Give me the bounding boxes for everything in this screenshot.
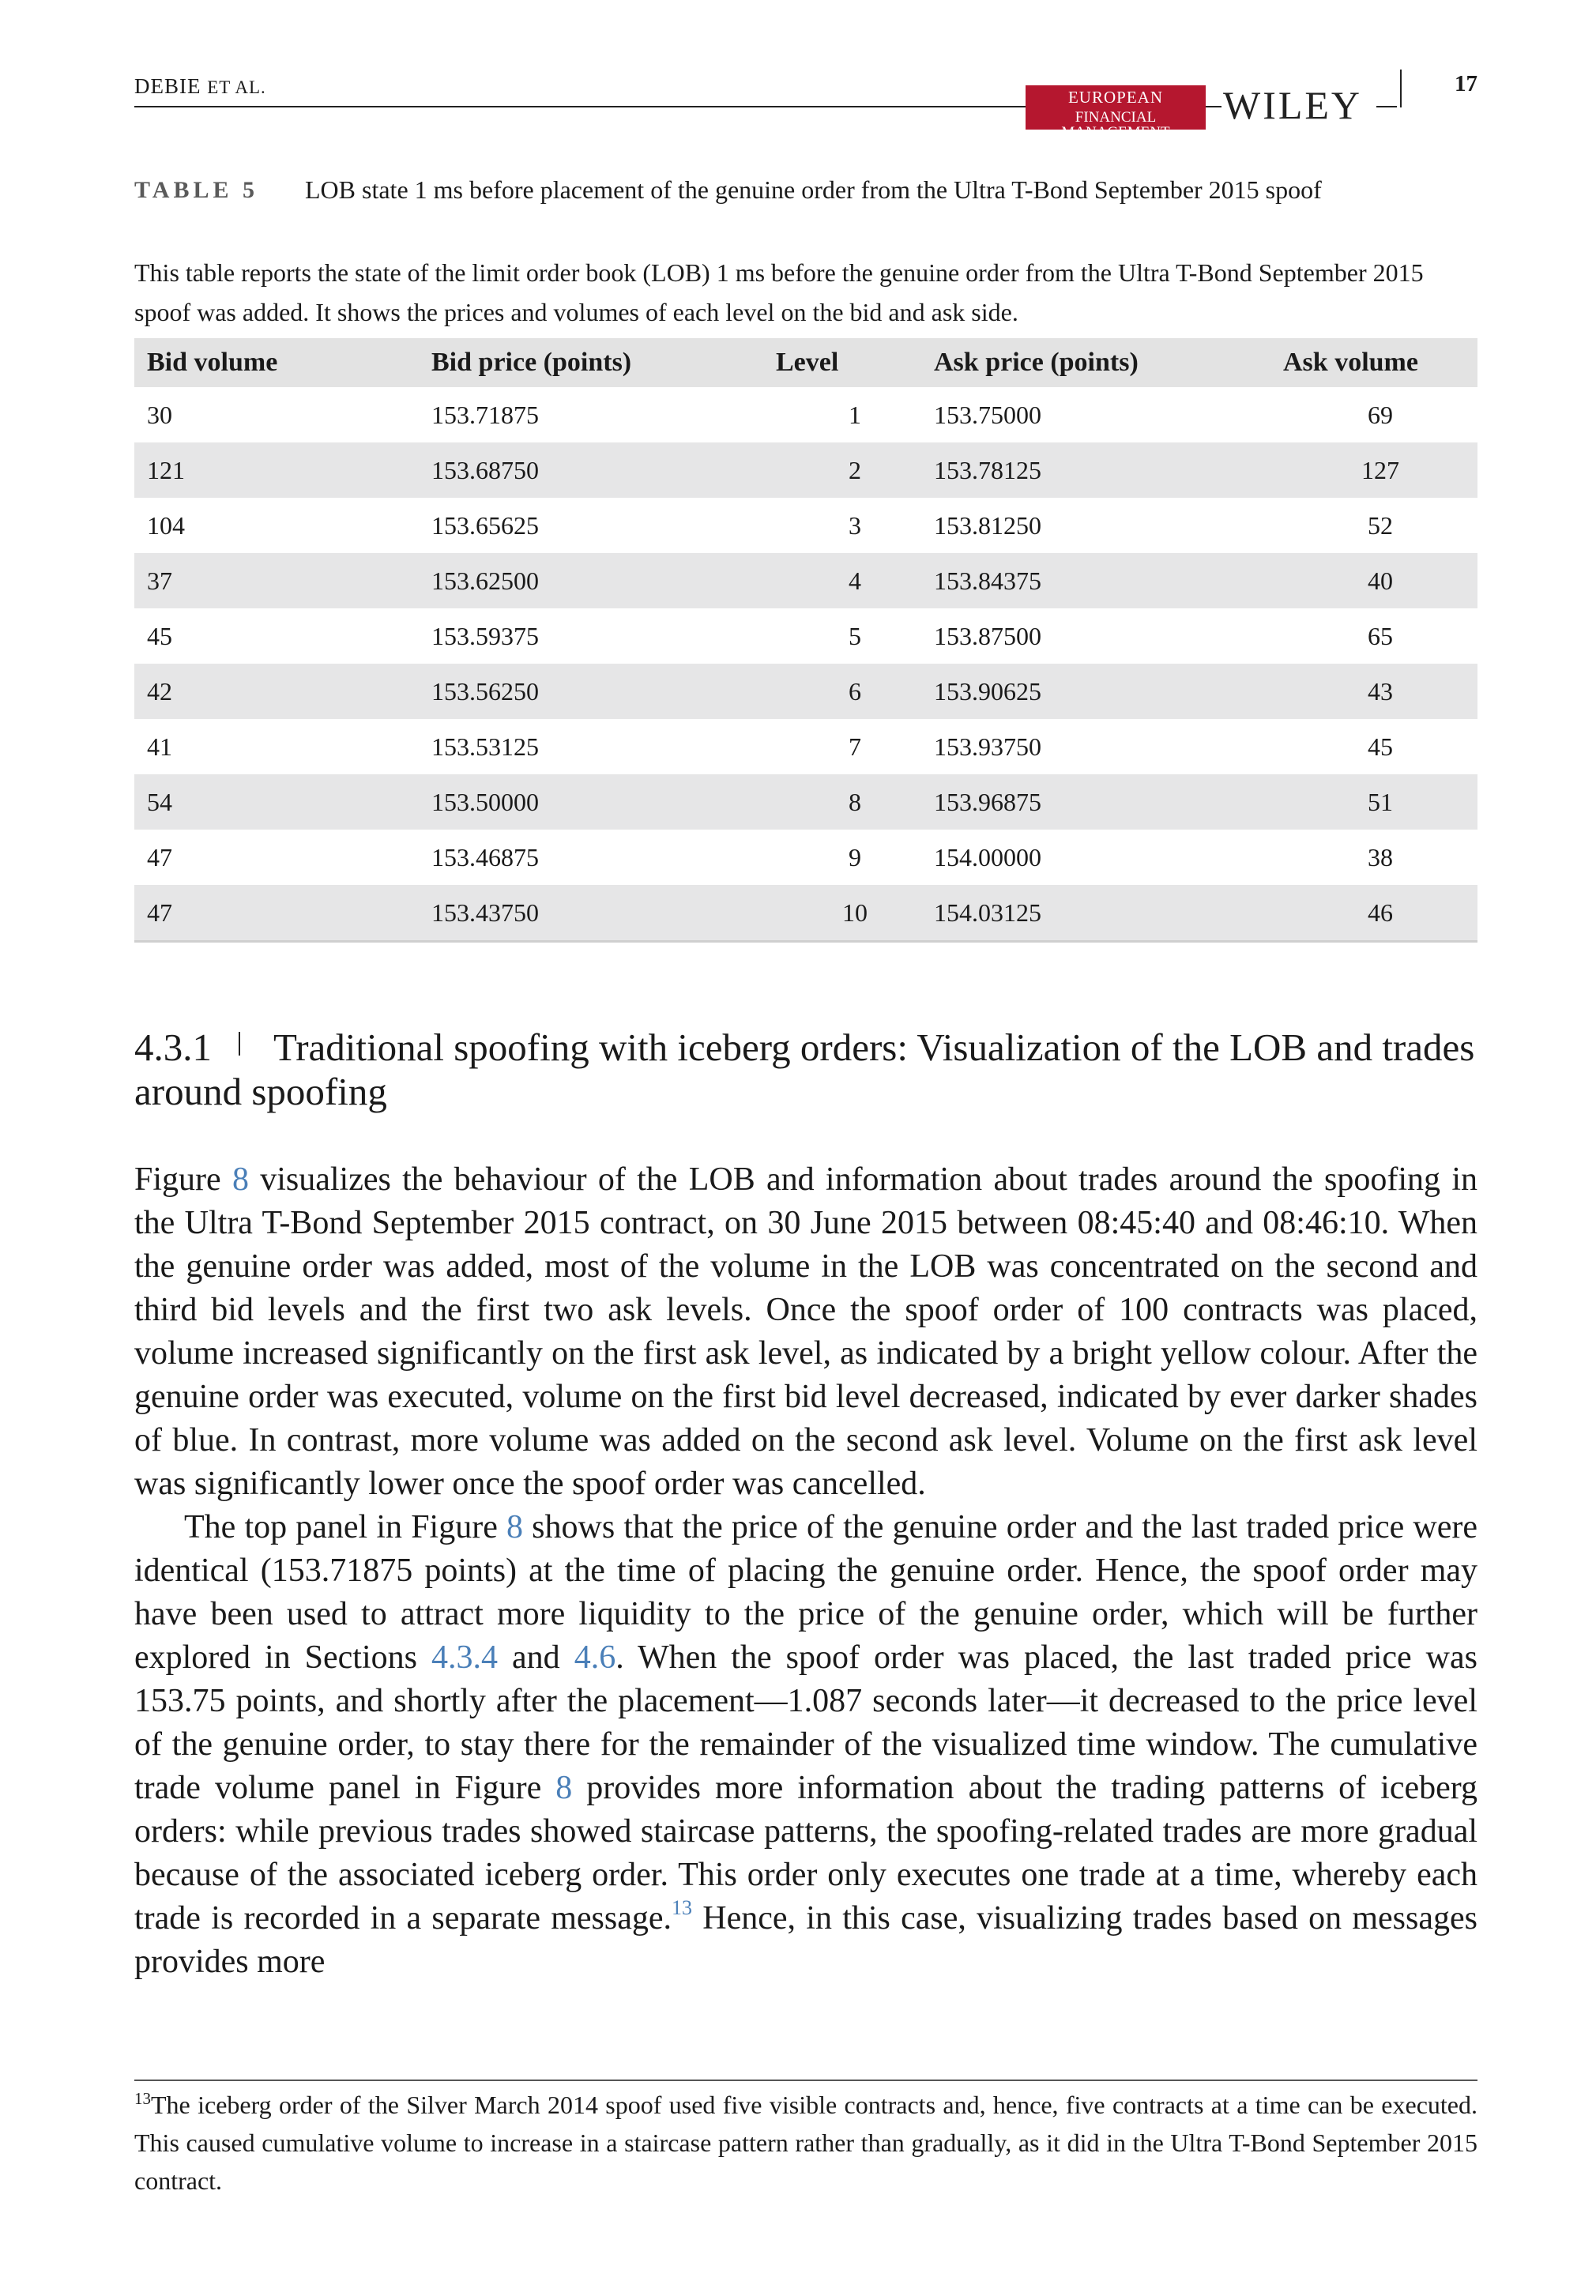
bid-volume-cell: 47 (147, 842, 172, 871)
level-cell: 5 (849, 621, 861, 650)
ask-price-cell: 154.03125 (934, 885, 1283, 942)
journal-name-line1: EUROPEAN (1067, 88, 1163, 107)
level-cell: 1 (849, 400, 861, 429)
bid-price-cell: 153.46875 (431, 842, 539, 871)
ask-volume-cell: 45 (1368, 732, 1393, 761)
table-header-row (134, 338, 1477, 387)
text-run: shows that the price of the genuine order and the last traded price were identical (153.71875 points) at the time of placing the genuine order. Hence, the spoof order may have been used to attract more liquidity to the price of the genuine order, which will be further explored in Sections (134, 1509, 1477, 1676)
column-header: Bid volume (134, 338, 431, 387)
level-cell: 7 (849, 732, 861, 761)
journal-logo (1026, 85, 1206, 141)
bid-volume-cell: 37 (134, 553, 431, 608)
level-cell: 8 (776, 774, 934, 830)
bid-volume-cell: 42 (134, 664, 431, 719)
section-link[interactable]: 4.3.4 (431, 1639, 499, 1676)
table-description: This table reports the state of the limit order book (LOB) 1 ms before the genuine order from the Ultra T-Bond September 2015 spoof was added. It shows the prices and volumes of each level on the bid and ask side. (134, 258, 1424, 326)
ask-volume-cell: 51 (1283, 774, 1477, 830)
figure-link[interactable]: 8 (231, 1161, 249, 1198)
footnote-link[interactable]: 13 (672, 1896, 693, 1919)
bid-price-cell: 153.53125 (431, 732, 539, 761)
journal-name-line2: FINANCIAL MANAGEMENT (1061, 109, 1170, 141)
ask-price-cell: 153.90625 (934, 664, 1283, 719)
ask-price-cell: 154.00000 (934, 842, 1041, 871)
column-header: Ask volume (1283, 338, 1477, 387)
bid-volume-cell: 45 (147, 621, 172, 650)
page-number: 17 (1455, 71, 1477, 96)
figure-link[interactable]: 8 (555, 1770, 573, 1806)
ask-price-cell: 153.96875 (934, 774, 1283, 830)
heading-separator (239, 1032, 240, 1056)
ask-volume-cell: 65 (1368, 621, 1393, 650)
table-row (134, 719, 1477, 774)
ask-price-cell: 153.87500 (934, 621, 1041, 650)
bid-volume-cell: 47 (134, 885, 431, 942)
ask-volume-cell: 40 (1283, 553, 1477, 608)
section-heading (134, 1026, 1477, 1114)
bid-price-cell: 153.56250 (431, 664, 776, 719)
table-row (134, 608, 1477, 664)
table-title: LOB state 1 ms before placement of the genuine order from the Ultra T-Bond September 2015 spoof (305, 175, 1322, 204)
header-rule (134, 106, 1026, 107)
section-number: 4.3.1 (134, 1026, 212, 1069)
running-head (134, 74, 266, 99)
ask-price-cell: 153.78125 (934, 442, 1283, 498)
bid-volume-cell: 121 (134, 442, 431, 498)
column-header: Level (776, 338, 934, 387)
level-cell: 6 (776, 664, 934, 719)
ask-volume-cell: 38 (1368, 842, 1393, 871)
table-row (134, 498, 1477, 553)
level-cell: 4 (776, 553, 934, 608)
ask-volume-cell: 69 (1368, 400, 1393, 429)
text-run: Hence, in this case, visualizing trades based on messages provides more (134, 1900, 1477, 1980)
ask-volume-cell: 127 (1283, 442, 1477, 498)
footnote-rule (134, 2080, 1477, 2081)
text-run: provides more information about the trading patterns of iceberg orders: while previous trades showed staircase patterns, the spoofing-related trades are more gradual because of the associated iceberg order. This order only executes one trade at a time, whereby each trade is recorded in a separate message. (134, 1770, 1477, 1937)
text-run: and (498, 1639, 574, 1676)
table-label: TABLE 5 (134, 177, 258, 203)
header-divider (1400, 70, 1402, 107)
body-text (134, 1158, 1477, 1984)
level-cell: 10 (776, 885, 934, 942)
table-row (134, 664, 1477, 719)
author-name: DEBIE (134, 74, 201, 98)
ask-price-cell: 153.84375 (934, 553, 1283, 608)
ask-price-cell: 153.93750 (934, 732, 1041, 761)
table-row (134, 885, 1477, 942)
section-link[interactable]: 4.6 (574, 1639, 616, 1676)
bid-price-cell: 153.43750 (431, 885, 776, 942)
et-al: ET AL. (207, 77, 266, 97)
lob-table (134, 338, 1477, 943)
publisher-logo: WILEY (1223, 83, 1363, 127)
bid-volume-cell: 104 (147, 510, 185, 540)
table-row (134, 830, 1477, 885)
footnote-text: The iceberg order of the Silver March 2014 spoof used five visible contracts and, hence, five contracts at a time can be executed. This caused cumulative volume to increase in a staircase pattern rather than gradually, as it did in the Ultra T-Bond September 2015 contract. (134, 2091, 1477, 2195)
figure-link[interactable]: 8 (506, 1509, 523, 1545)
level-cell: 2 (776, 442, 934, 498)
header-rule-segment (1206, 106, 1221, 107)
paragraph-1 (134, 1158, 1477, 1506)
level-cell: 3 (849, 510, 861, 540)
section-title: Traditional spoofing with iceberg orders: Visualization of the LOB and trades around spoofing (134, 1026, 1475, 1113)
bid-volume-cell: 41 (147, 732, 172, 761)
ask-volume-cell: 43 (1283, 664, 1477, 719)
ask-volume-cell: 46 (1283, 885, 1477, 942)
bid-price-cell: 153.59375 (431, 621, 539, 650)
ask-volume-cell: 52 (1368, 510, 1393, 540)
column-header: Bid price (points) (431, 338, 776, 387)
table-row (134, 774, 1477, 830)
text-run: visualizes the behaviour of the LOB and information about trades around the spoofing in the Ultra T-Bond September 2015 contract, on 30 June 2015 between 08:45:40 and 08:46:10. When the genuine order was added, most of the volume in the LOB was concentrated on the second and third bid levels and the first two ask levels. Once the spoof order of 100 contracts was placed, volume increased significantly on the first ask level, as indicated by a bright yellow colour. After the genuine order was executed, volume on the first bid level decreased, indicated by ever darker shades of blue. In contrast, more volume was added on the second ask level. Volume on the first ask level was significantly lower once the spoof order was cancelled. (134, 1161, 1477, 1502)
column-header: Ask price (points) (934, 338, 1283, 387)
text-run: Figure (134, 1161, 232, 1198)
bid-price-cell: 153.68750 (431, 442, 776, 498)
bid-price-cell: 153.71875 (431, 400, 539, 429)
bid-volume-cell: 54 (134, 774, 431, 830)
level-cell: 9 (849, 842, 861, 871)
text-run: The top panel in Figure (184, 1509, 506, 1545)
ask-price-cell: 153.81250 (934, 510, 1041, 540)
footnote-number: 13 (134, 2089, 151, 2108)
table-row (134, 442, 1477, 498)
table-row (134, 553, 1477, 608)
table-row (134, 387, 1477, 442)
bid-price-cell: 153.65625 (431, 510, 539, 540)
footnote (134, 2086, 1477, 2200)
text-run: . When the spoof order was placed, the last traded price was 153.75 points, and shortly after the placement—1.087 seconds later—it decreased to the price level of the genuine order, to stay there for the remainder of the visualized time window. The cumulative trade volume panel in Figure (134, 1639, 1477, 1806)
paragraph-2 (134, 1506, 1477, 1984)
ask-price-cell: 153.75000 (934, 400, 1041, 429)
header-rule-segment (1376, 106, 1397, 107)
bid-volume-cell: 30 (147, 400, 172, 429)
bid-price-cell: 153.62500 (431, 553, 776, 608)
bid-price-cell: 153.50000 (431, 774, 776, 830)
